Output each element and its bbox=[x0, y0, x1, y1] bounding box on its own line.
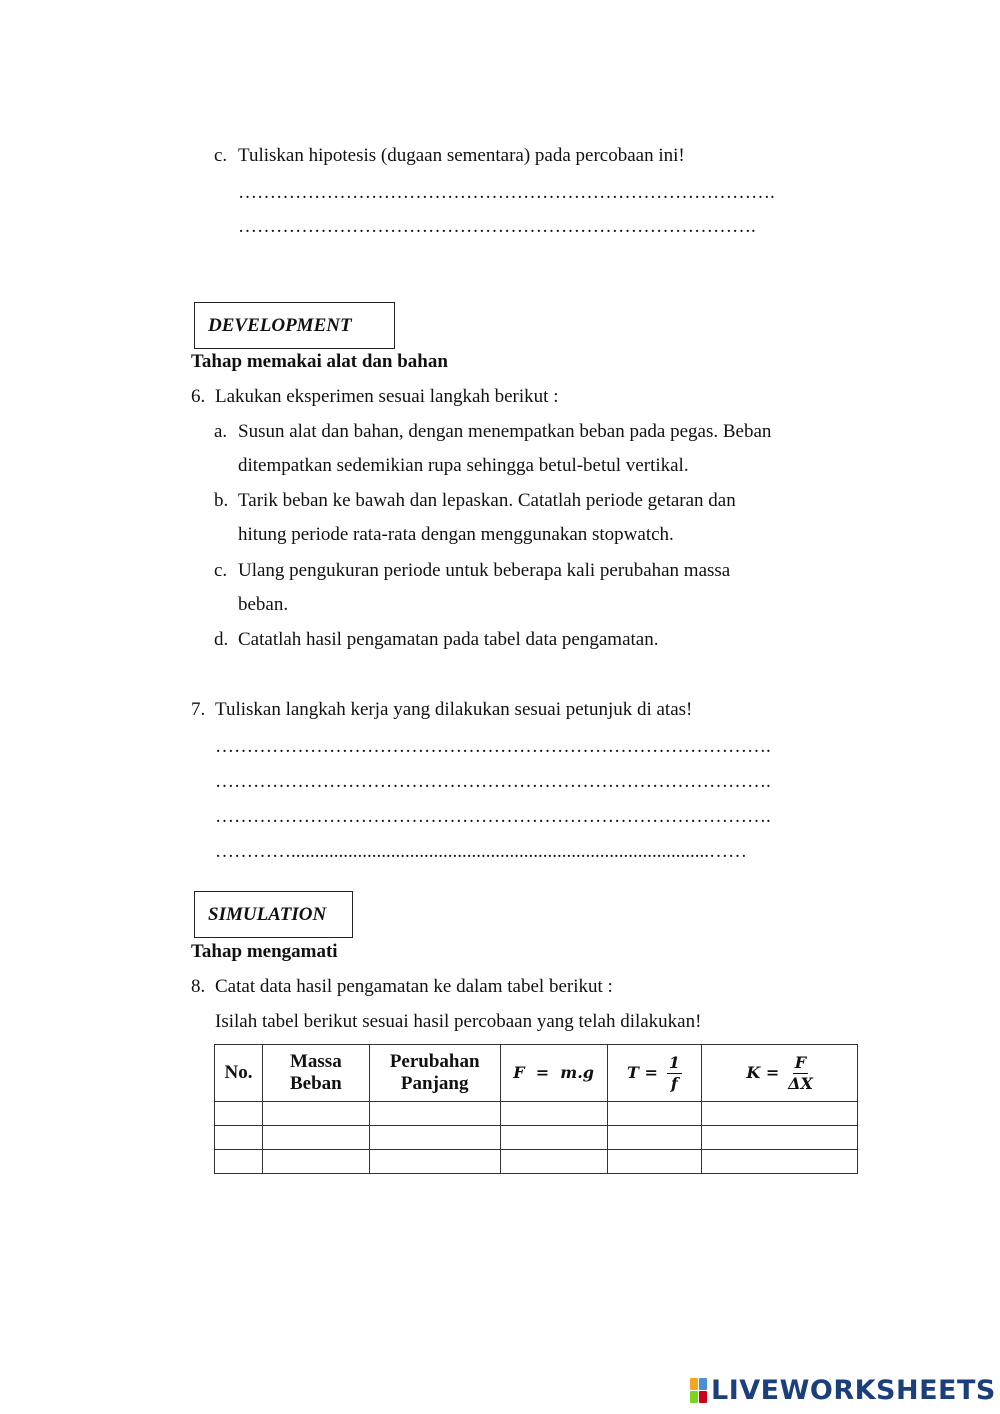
table-cell[interactable] bbox=[607, 1102, 702, 1126]
question-6-number: 6. bbox=[191, 386, 206, 407]
header-force-formula bbox=[500, 1045, 607, 1102]
table-cell[interactable] bbox=[262, 1102, 369, 1126]
table-cell[interactable] bbox=[262, 1150, 369, 1174]
liveworksheets-logo-icon bbox=[690, 1378, 707, 1403]
development-heading: Tahap memakai alat dan bahan bbox=[191, 351, 448, 372]
answer-line[interactable]: ………………………………………………………………………. bbox=[238, 216, 756, 237]
header-massa-beban bbox=[262, 1045, 369, 1102]
question-7-text: Tuliskan langkah kerja yang dilakukan sesuai petunjuk di atas! bbox=[215, 699, 693, 720]
liveworksheets-logo bbox=[690, 1372, 996, 1408]
step-text: Susun alat dan bahan, dengan menempatkan beban pada pegas. Beban bbox=[238, 421, 772, 442]
step-text: hitung periode rata-rata dengan menggunakan stopwatch. bbox=[238, 524, 674, 545]
table-cell[interactable] bbox=[500, 1102, 607, 1126]
header-massa-line: Massa bbox=[289, 1051, 342, 1072]
table-cell[interactable] bbox=[702, 1126, 858, 1150]
period-lhs: T = bbox=[627, 1062, 658, 1082]
step-text: Tarik beban ke bawah dan lepaskan. Catatlah periode getaran dan bbox=[238, 490, 736, 511]
step-marker: c. bbox=[214, 560, 228, 581]
header-perubahan-line: Perubahan bbox=[389, 1051, 480, 1072]
table-cell[interactable] bbox=[369, 1126, 500, 1150]
table-cell[interactable] bbox=[500, 1150, 607, 1174]
table-cell[interactable] bbox=[607, 1150, 702, 1174]
question-8-number: 8. bbox=[191, 976, 206, 997]
question-8-text: Catat data hasil pengamatan ke dalam tabel berikut : bbox=[215, 976, 613, 997]
header-massa-line: Beban bbox=[289, 1073, 342, 1094]
period-numerator: 1 bbox=[668, 1052, 680, 1072]
step-text: ditempatkan sedemikian rupa sehingga betul-betul vertikal. bbox=[238, 455, 689, 476]
simulation-heading: Tahap mengamati bbox=[191, 941, 338, 962]
question-c-marker: c. bbox=[214, 145, 228, 166]
table-cell[interactable] bbox=[369, 1150, 500, 1174]
logo-square bbox=[699, 1391, 707, 1403]
simulation-label: SIMULATION bbox=[208, 903, 327, 925]
step-marker: d. bbox=[214, 629, 229, 650]
step-text: Catatlah hasil pengamatan pada tabel data pengamatan. bbox=[238, 629, 659, 650]
step-text: Ulang pengukuran periode untuk beberapa kali perubahan massa bbox=[238, 560, 731, 581]
k-lhs: K = bbox=[746, 1062, 780, 1082]
table-cell[interactable] bbox=[369, 1102, 500, 1126]
answer-line[interactable]: …………………………………………………………………………. bbox=[238, 182, 775, 203]
answer-line[interactable]: ……………………………………………………………………………. bbox=[215, 806, 771, 827]
observation-table bbox=[214, 1044, 858, 1174]
table-cell[interactable] bbox=[215, 1102, 263, 1126]
table-row bbox=[215, 1150, 858, 1174]
period-fraction bbox=[667, 1053, 682, 1094]
table-cell[interactable] bbox=[215, 1150, 263, 1174]
logo-text: LIVEWORKSHEETS bbox=[711, 1374, 996, 1406]
question-c-text: Tuliskan hipotesis (dugaan sementara) pada percobaan ini! bbox=[238, 145, 685, 166]
question-6-text: Lakukan eksperimen sesuai langkah berikut : bbox=[215, 386, 559, 407]
header-no: No. bbox=[215, 1045, 263, 1102]
k-numerator: F bbox=[794, 1052, 807, 1072]
step-text: beban. bbox=[238, 594, 289, 615]
table-cell[interactable] bbox=[702, 1150, 858, 1174]
table-row bbox=[215, 1102, 858, 1126]
table-row bbox=[215, 1126, 858, 1150]
table-cell[interactable] bbox=[702, 1102, 858, 1126]
simulation-box bbox=[194, 891, 353, 938]
step-marker: b. bbox=[214, 490, 229, 511]
logo-square bbox=[690, 1391, 698, 1403]
k-fraction bbox=[788, 1053, 813, 1094]
table-cell[interactable] bbox=[262, 1126, 369, 1150]
header-spring-constant-formula bbox=[702, 1045, 858, 1102]
table-header-row bbox=[215, 1045, 858, 1102]
question-8-subtext: Isilah tabel berikut sesuai hasil percobaan yang telah dilakukan! bbox=[215, 1011, 702, 1032]
development-label: DEVELOPMENT bbox=[208, 314, 352, 336]
header-perubahan-line: Panjang bbox=[400, 1073, 469, 1094]
header-perubahan-panjang bbox=[369, 1045, 500, 1102]
table-cell[interactable] bbox=[500, 1126, 607, 1150]
answer-line[interactable]: ……………………………………………………………………………. bbox=[215, 771, 771, 792]
logo-square bbox=[699, 1378, 707, 1390]
step-marker: a. bbox=[214, 421, 228, 442]
question-7-number: 7. bbox=[191, 699, 206, 720]
table-cell[interactable] bbox=[607, 1126, 702, 1150]
answer-line[interactable]: …………........................................................................................…… bbox=[215, 841, 747, 862]
header-period-formula bbox=[607, 1045, 702, 1102]
table-cell[interactable] bbox=[215, 1126, 263, 1150]
force-formula: F = m.g bbox=[513, 1063, 594, 1082]
period-denominator: f bbox=[670, 1073, 678, 1093]
logo-square bbox=[690, 1378, 698, 1390]
development-box bbox=[194, 302, 395, 349]
k-denominator: ΔX bbox=[788, 1073, 813, 1093]
answer-line[interactable]: ……………………………………………………………………………. bbox=[215, 736, 771, 757]
